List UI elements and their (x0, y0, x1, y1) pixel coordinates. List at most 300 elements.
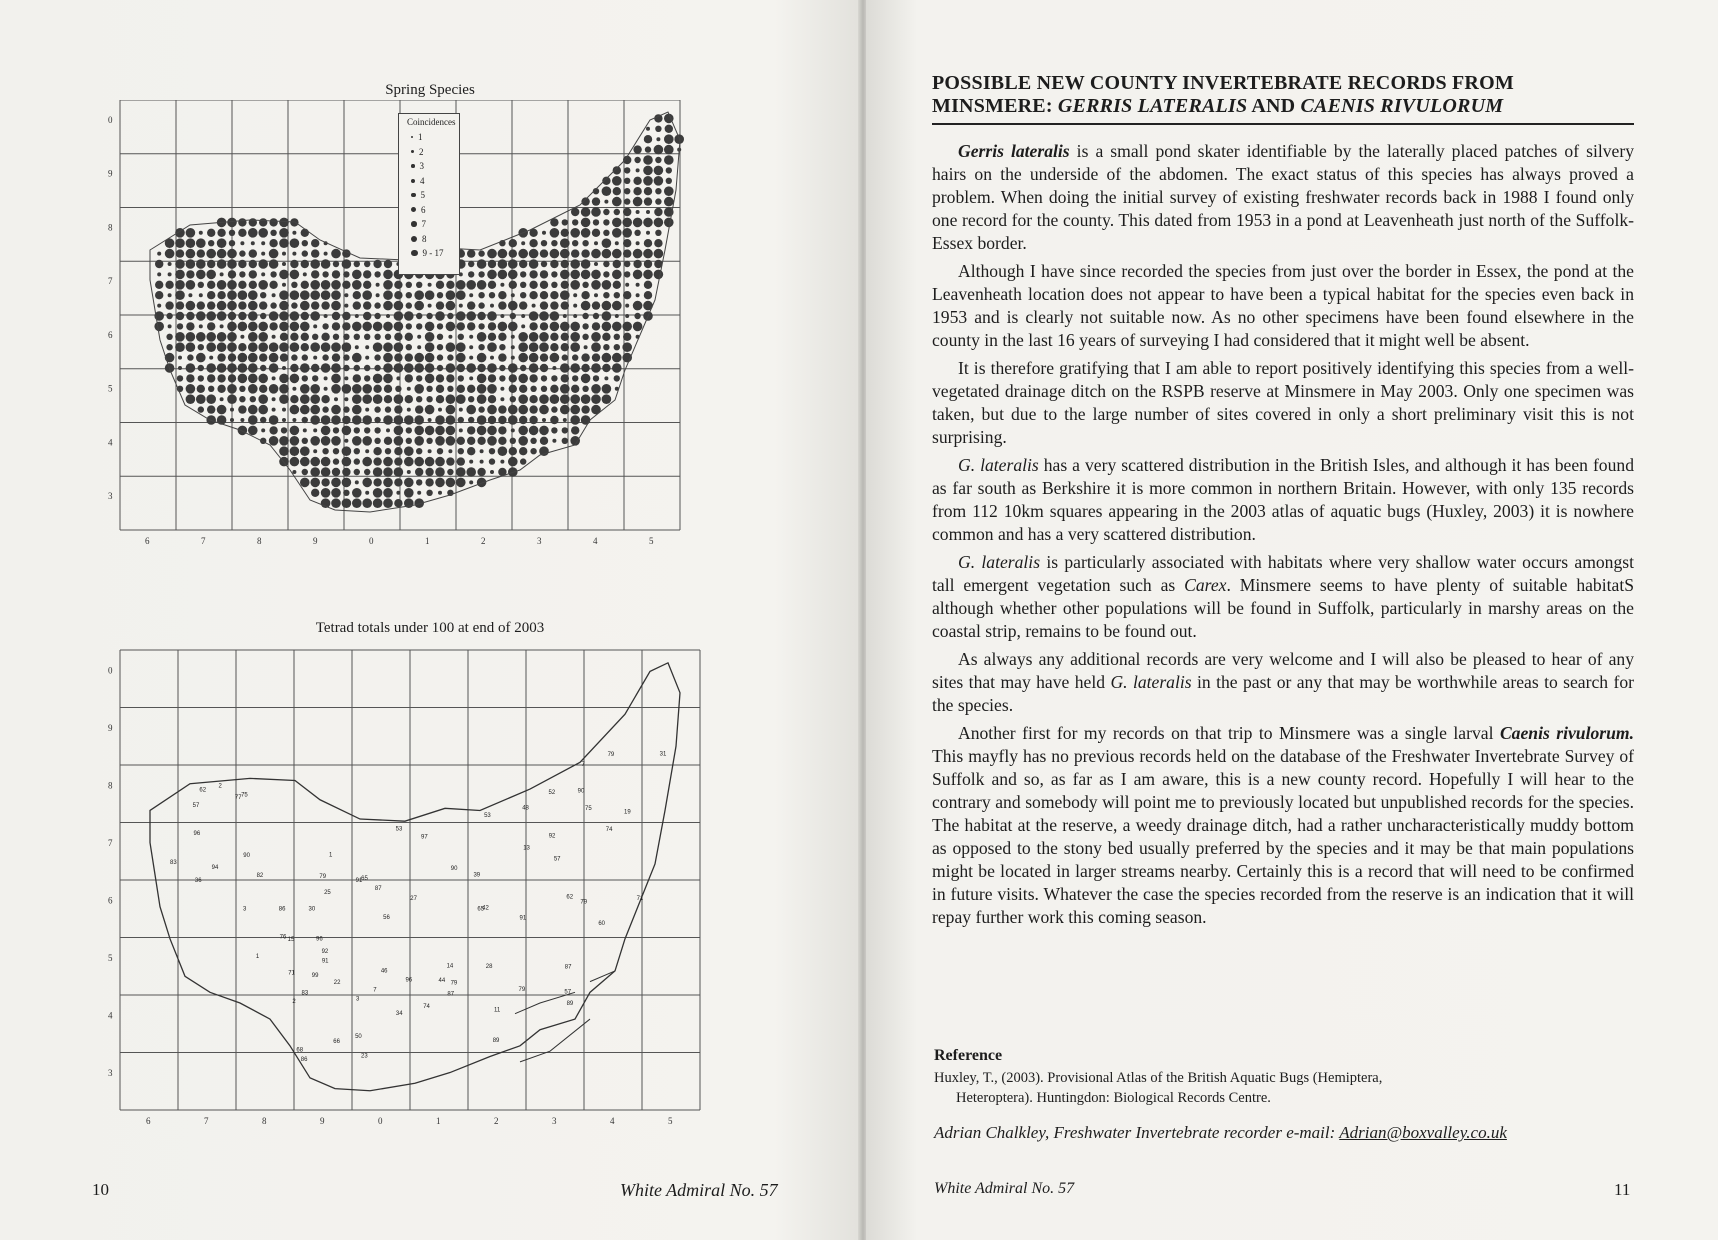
record-dot (321, 436, 331, 446)
record-dot (344, 293, 348, 297)
map1-x-tick: 4 (593, 536, 598, 546)
record-dot (207, 291, 215, 299)
record-dot (383, 478, 393, 488)
record-dot (541, 240, 547, 246)
record-dot (591, 363, 601, 373)
record-dot (487, 363, 497, 373)
record-dot (655, 157, 661, 163)
record-dot (404, 457, 414, 467)
record-dot (457, 322, 465, 330)
record-dot (613, 187, 621, 195)
tetrad-count-label: 99 (311, 973, 319, 980)
record-dot (394, 415, 404, 425)
record-dot (353, 291, 361, 299)
record-dot (562, 219, 568, 225)
estuary-line (590, 971, 615, 982)
record-dot (383, 374, 393, 384)
record-dot (365, 356, 369, 360)
record-dot (582, 313, 588, 319)
record-dot (457, 437, 465, 445)
record-dot (248, 290, 258, 300)
record-dot (436, 301, 444, 309)
record-dot (529, 291, 537, 299)
record-dot (168, 262, 172, 266)
record-dot (561, 301, 569, 309)
record-dot (591, 342, 601, 352)
record-dot (437, 323, 443, 329)
record-dot (572, 219, 578, 225)
running-footer-right: White Admiral No. 57 (934, 1180, 1075, 1197)
running-footer-left: White Admiral No. 57 (620, 1180, 778, 1200)
record-dot (249, 281, 257, 289)
record-dot (196, 311, 206, 321)
record-dot (582, 240, 588, 246)
record-dot (593, 375, 599, 381)
record-dot (362, 415, 372, 425)
record-dot (352, 436, 362, 446)
map1-x-tick: 7 (201, 536, 206, 546)
record-dot (342, 416, 350, 424)
tetrad-count-label: 7 (581, 761, 585, 768)
record-dot (313, 356, 317, 360)
record-dot (292, 387, 296, 391)
map2-x-tick: 5 (668, 1116, 673, 1126)
record-dot (469, 460, 473, 464)
record-dot (175, 342, 185, 352)
record-dot (509, 281, 517, 289)
record-dot (591, 332, 601, 342)
record-dot (259, 385, 267, 393)
record-dot (478, 406, 484, 412)
species-name: Gerris lateralis (958, 141, 1070, 161)
record-dot (644, 135, 652, 143)
record-dot (258, 405, 268, 415)
record-dot (560, 394, 570, 404)
record-dot (300, 394, 310, 404)
record-dot (228, 270, 236, 278)
record-dot (404, 446, 414, 456)
record-dot (321, 363, 331, 373)
record-dot (623, 249, 631, 257)
map2-title: Tetrad totals under 100 at end of 2003 (315, 620, 545, 636)
legend-dot (411, 179, 415, 183)
record-dot (592, 229, 600, 237)
record-dot (217, 385, 225, 393)
record-dot (488, 333, 496, 341)
record-dot (573, 304, 577, 308)
tetrad-totals-map (100, 640, 760, 1160)
record-dot (292, 252, 296, 256)
record-dot (602, 238, 612, 248)
record-dot (581, 207, 591, 217)
record-dot (540, 322, 548, 330)
record-dot (467, 426, 475, 434)
record-dot (560, 384, 570, 394)
record-dot (282, 262, 286, 266)
record-dot (416, 313, 422, 319)
record-dot (290, 333, 298, 341)
record-dot (269, 281, 277, 289)
record-dot (374, 438, 380, 444)
record-dot (362, 498, 372, 508)
record-dot (456, 290, 466, 300)
record-dot (592, 197, 600, 205)
tetrad-count-label: 1 (329, 852, 333, 859)
record-dot (310, 478, 320, 488)
paragraph-7 (932, 722, 1634, 929)
record-dot (373, 394, 383, 404)
record-dot (343, 334, 349, 340)
record-dot (342, 457, 352, 467)
record-dot (636, 241, 640, 245)
record-dot (292, 231, 296, 235)
record-dot (508, 301, 518, 311)
record-dot (582, 386, 588, 392)
record-dot (459, 304, 463, 308)
record-dot (301, 333, 309, 341)
record-dot (342, 281, 350, 289)
paragraph-text: has a very scattered distribution in the British Isles, and although it has been found as far south as Berkshire it is more common in northern Britain. However, with only 135 records from 112 10km squares appearing in the 2003 atlas of aquatic bugs (Huxley, 2003) it is nowhere common and has a very scattered distribution. (932, 455, 1634, 544)
record-dot (321, 301, 329, 309)
legend-label: 7 (421, 219, 426, 229)
legend-label: 4 (420, 175, 425, 186)
tetrad-count-label: 30 (308, 906, 316, 913)
map2-x-tick: 4 (610, 1116, 615, 1126)
record-dot (456, 467, 466, 477)
record-dot (260, 417, 266, 423)
record-dot (414, 457, 424, 467)
record-dot (394, 426, 404, 436)
record-dot (279, 290, 289, 300)
legend-item (411, 161, 424, 171)
record-dot (602, 333, 610, 341)
record-dot (530, 448, 536, 454)
record-dot (428, 304, 432, 308)
record-dot (238, 218, 246, 226)
record-dot (342, 384, 352, 394)
record-dot (175, 238, 185, 248)
record-dot (624, 167, 630, 173)
record-dot (302, 250, 308, 256)
record-dot (404, 415, 414, 425)
tetrad-count-label: 96 (193, 831, 201, 838)
record-dot (643, 166, 653, 176)
record-dot (302, 438, 308, 444)
record-dot (165, 249, 175, 259)
paragraph-text: This mayfly has no previous records held on the database of the Freshwater Invertebrate Survey of Suffolk and so, as far as I am aware, this is a new county record. Hopefully I will hear to the contrary and somebody will point me to previously located but unpublished records for the species. The habitat at the reserve, a weedy drainage ditch, had a rather uncharacteristically muddy bottom as opposed to the stony bed usually preferred by the species and it may be that main populations might be located in larger streams nearby. Certainly this is a record that will need to be confirmed in future visits. Whatever the case the species recorded from the reserve is an indication that it will repay further work this coming season. (932, 746, 1634, 927)
record-dot (581, 301, 591, 311)
record-dot (624, 178, 630, 184)
record-dot (248, 353, 258, 363)
record-dot (550, 311, 560, 321)
record-dot (217, 301, 227, 311)
record-dot (197, 301, 205, 309)
record-dot (487, 249, 497, 259)
record-dot (581, 291, 589, 299)
record-dot (405, 374, 413, 382)
record-dot (426, 386, 432, 392)
record-dot (529, 270, 537, 278)
record-dot (490, 304, 494, 308)
record-dot (469, 376, 473, 380)
record-dot (498, 446, 508, 456)
record-dot (644, 260, 652, 268)
record-dot (165, 281, 173, 289)
record-dot (260, 313, 266, 319)
map2-x-tick: 9 (320, 1116, 325, 1126)
record-dot (614, 375, 620, 381)
record-dot (395, 386, 401, 392)
record-dot (518, 342, 528, 352)
record-dot (238, 353, 248, 363)
record-dot (186, 270, 194, 278)
record-dot (500, 387, 504, 391)
record-dot (208, 240, 214, 246)
record-dot (436, 281, 444, 289)
record-dot (406, 427, 412, 433)
record-dot (227, 342, 237, 352)
tetrad-count-label: 71 (288, 970, 295, 977)
record-dot (363, 270, 371, 278)
record-dot (324, 314, 328, 318)
tetrad-count-label: 48 (522, 805, 529, 812)
record-dot (176, 249, 184, 257)
record-dot (290, 290, 300, 300)
tetrad-count-label: 71 (636, 896, 644, 903)
record-dot (322, 354, 328, 360)
record-dot (270, 271, 276, 277)
record-dot (570, 405, 580, 415)
record-dot (435, 457, 445, 467)
record-dot (177, 375, 183, 381)
record-dot (196, 394, 206, 404)
record-dot (344, 304, 348, 308)
map1-x-tick: 0 (369, 536, 374, 546)
record-dot (459, 408, 463, 412)
record-dot (664, 145, 674, 155)
record-dot (593, 219, 599, 225)
tetrad-count-label: 39 (473, 872, 481, 879)
title-species2: CAENIS RIVULORUM (1300, 95, 1504, 117)
record-dot (343, 354, 349, 360)
record-dot (282, 366, 286, 370)
record-dot (240, 335, 244, 339)
record-dot (310, 259, 320, 269)
record-dot (532, 304, 536, 308)
record-dot (416, 479, 422, 485)
legend-dot (411, 236, 417, 242)
record-dot (664, 134, 674, 144)
record-dot (633, 301, 643, 311)
record-dot (498, 333, 506, 341)
map1-y-tick: 4 (108, 437, 113, 448)
record-dot (238, 229, 246, 237)
record-dot (468, 396, 474, 402)
record-dot (425, 290, 435, 300)
species-name: Caenis rivulorum. (1499, 723, 1634, 743)
record-dot (355, 480, 359, 484)
record-dot (198, 365, 204, 371)
record-dot (425, 426, 435, 436)
record-dot (196, 259, 206, 269)
record-dot (425, 342, 435, 352)
record-dot (521, 314, 525, 318)
record-dot (436, 385, 444, 393)
record-dot (477, 280, 487, 290)
record-dot (551, 282, 557, 288)
record-dot (426, 438, 432, 444)
record-dot (510, 438, 516, 444)
record-dot (365, 491, 369, 495)
record-dot (157, 252, 161, 256)
record-dot (654, 239, 662, 247)
record-dot (376, 283, 380, 287)
paragraph-text: in the past or any that may be worthwhile areas to search for the species. (932, 672, 1634, 715)
record-dot (416, 282, 422, 288)
map2-y-tick: 5 (108, 953, 113, 963)
record-dot (206, 332, 216, 342)
record-dot (197, 249, 205, 257)
record-dot (551, 406, 557, 412)
record-dot (654, 176, 664, 186)
tetrad-count-label: 23 (361, 1053, 368, 1060)
record-dot (251, 241, 255, 245)
record-dot (529, 342, 539, 352)
record-dot (217, 332, 227, 342)
record-dot (416, 448, 422, 454)
record-dot (280, 333, 288, 341)
record-dot (446, 478, 456, 488)
record-dot (249, 218, 257, 226)
record-dot (187, 354, 193, 360)
tetrad-count-label: 53 (484, 813, 491, 820)
record-dot (355, 345, 359, 349)
email-link[interactable]: Adrian@boxvalley.co.uk (1339, 1123, 1507, 1142)
record-dot (313, 324, 317, 328)
record-dot (154, 322, 164, 332)
record-dot (477, 394, 487, 404)
record-dot (498, 301, 506, 309)
record-dot (487, 426, 497, 436)
record-dot (344, 376, 348, 380)
tetrad-count-label: 91 (519, 915, 527, 922)
record-dot (591, 384, 601, 394)
legend-label: 5 (420, 190, 425, 200)
record-dot (281, 427, 287, 433)
record-dot (186, 280, 196, 290)
record-dot (417, 335, 421, 339)
record-dot (529, 249, 539, 259)
record-dot (208, 386, 214, 392)
record-dot (186, 322, 194, 330)
record-dot (425, 478, 433, 486)
record-dot (383, 301, 393, 311)
record-dot (644, 197, 652, 205)
record-dot (446, 374, 454, 382)
record-dot (272, 397, 276, 401)
record-dot (206, 311, 216, 321)
record-dot (290, 322, 300, 332)
record-dot (664, 197, 674, 207)
record-dot (520, 282, 526, 288)
record-dot (321, 426, 331, 436)
record-dot (591, 280, 601, 290)
record-dot (310, 280, 320, 290)
record-dot (560, 290, 570, 300)
record-dot (324, 376, 328, 380)
record-dot (373, 322, 383, 332)
record-dot (458, 334, 464, 340)
record-dot (406, 323, 412, 329)
record-dot (570, 322, 580, 332)
record-dot (466, 405, 476, 415)
record-dot (435, 478, 445, 488)
record-dot (623, 291, 631, 299)
record-dot (614, 292, 620, 298)
record-dot (188, 293, 192, 297)
record-dot (622, 228, 632, 238)
record-dot (666, 178, 672, 184)
record-dot (175, 280, 185, 290)
record-dot (466, 280, 476, 290)
record-dot (300, 405, 310, 415)
record-dot (227, 249, 237, 259)
record-dot (373, 488, 383, 498)
record-dot (394, 301, 404, 311)
record-dot (581, 394, 591, 404)
tetrad-count-label: 31 (659, 751, 667, 758)
record-dot (217, 238, 227, 248)
record-dot (248, 332, 258, 342)
record-dot (519, 385, 527, 393)
record-dot (425, 405, 435, 415)
record-dot (540, 353, 548, 361)
record-dot (331, 374, 341, 384)
title-line1: POSSIBLE NEW COUNTY INVERTEBRATE RECORDS FROM (932, 72, 1514, 94)
record-dot (311, 249, 319, 257)
record-dot (227, 301, 237, 311)
record-dot (570, 280, 580, 290)
record-dot (469, 356, 473, 360)
record-dot (612, 301, 622, 311)
record-dot (612, 218, 622, 228)
record-dot (572, 354, 578, 360)
record-dot (239, 396, 245, 402)
record-dot (175, 332, 185, 342)
record-dot (331, 384, 341, 394)
record-dot (666, 167, 672, 173)
record-dot (217, 342, 227, 352)
record-dot (508, 363, 518, 373)
record-dot (487, 436, 497, 446)
record-dot (407, 387, 411, 391)
record-dot (563, 314, 567, 318)
record-dot (178, 366, 182, 370)
record-dot (551, 240, 557, 246)
record-dot (646, 210, 650, 214)
legend-label: 6 (421, 204, 426, 215)
record-dot (384, 385, 392, 393)
record-dot (312, 375, 318, 381)
record-dot (282, 252, 286, 256)
record-dot (428, 418, 432, 422)
reference-entry (934, 1068, 1534, 1108)
record-dot (518, 426, 528, 436)
record-dot (560, 405, 570, 415)
record-dot (354, 448, 360, 454)
record-dot (291, 302, 297, 308)
record-dot (383, 322, 393, 332)
